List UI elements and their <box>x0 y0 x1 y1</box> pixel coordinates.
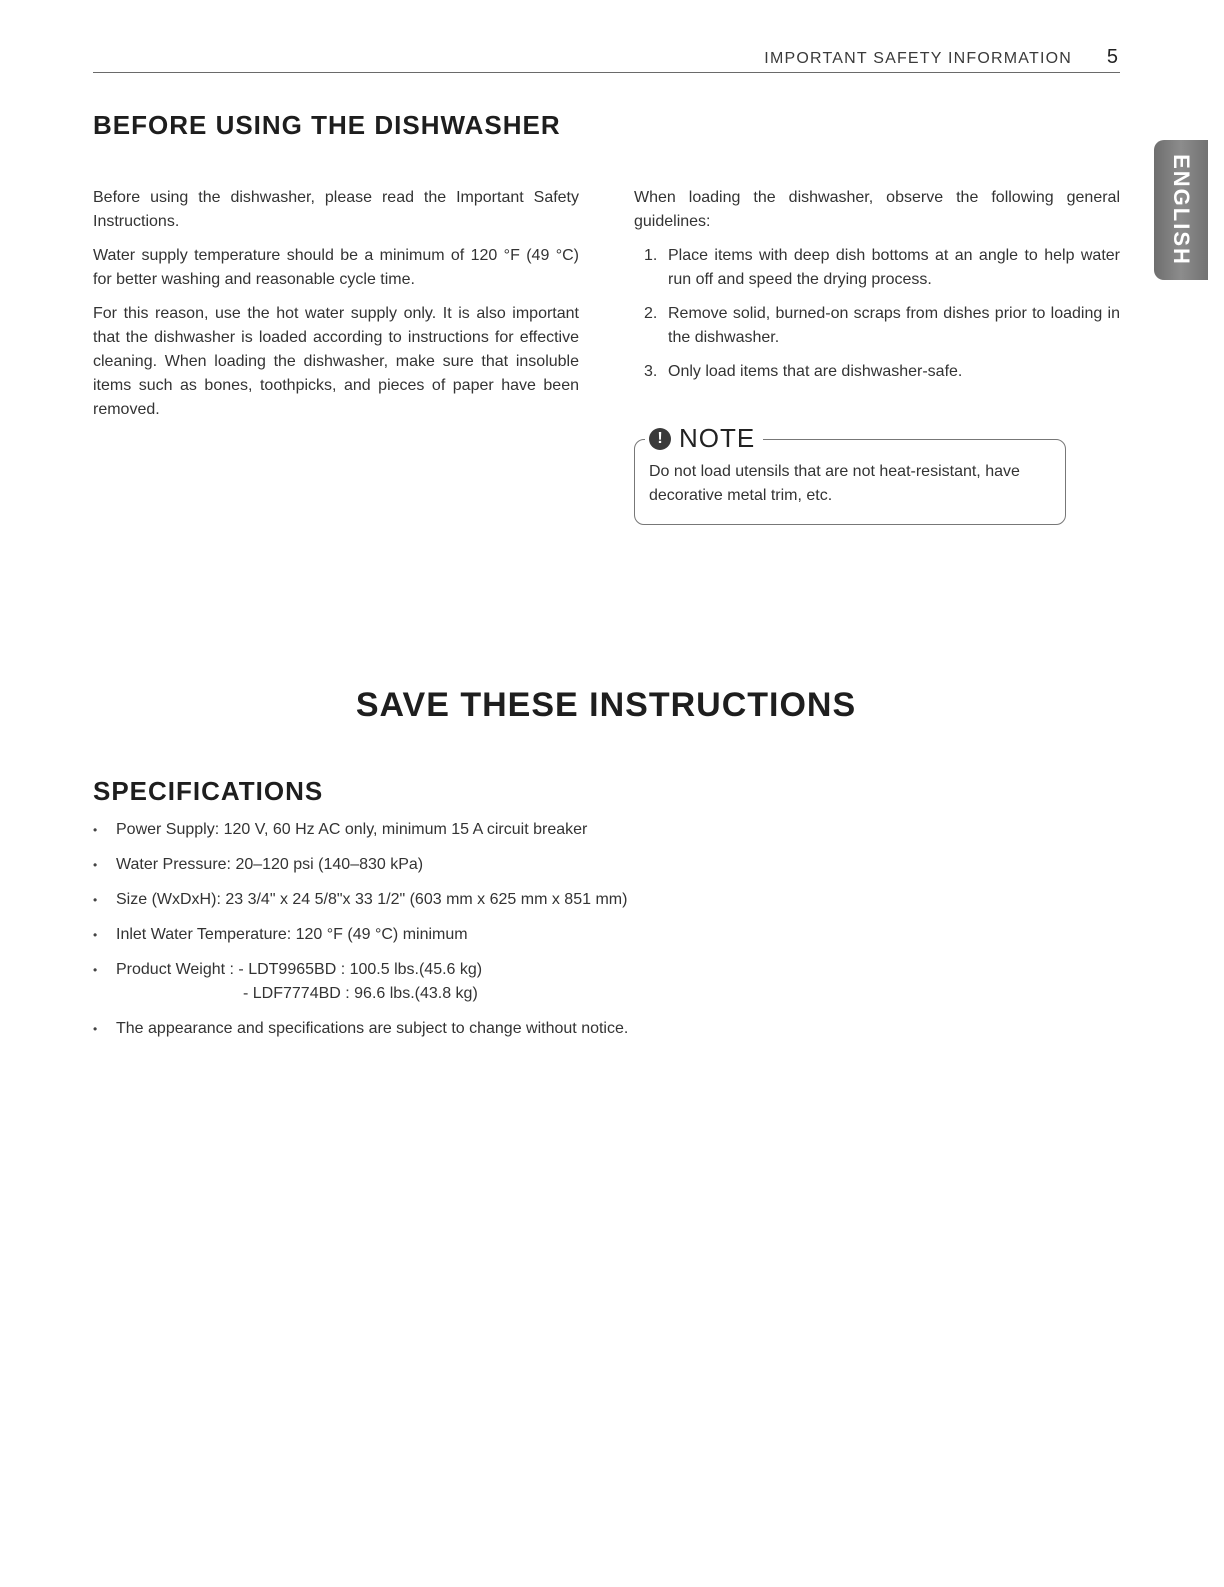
note-header <box>645 423 763 454</box>
list-text: Place items with deep dish bottoms at an angle to help water run off and speed the drying process. <box>668 247 1120 288</box>
exclamation-icon: ! <box>649 428 671 450</box>
save-instructions-banner: SAVE THESE INSTRUCTIONS <box>355 686 857 724</box>
weight-line: Product Weight : - LDT9965BD : 100.5 lbs.(45.6 kg) <box>116 961 483 978</box>
page-number: 5 <box>1106 46 1118 68</box>
language-tab-label: ENGLISH <box>1169 154 1194 266</box>
guidelines-intro: When loading the dishwasher, observe the following general guidelines: <box>634 189 1120 230</box>
weight-line: - LDF7774BD : 96.6 lbs.(43.8 kg) <box>243 985 478 1002</box>
spec-item: • The appearance and specifications are subject to change without notice. <box>93 1017 993 1041</box>
right-column <box>634 186 1120 394</box>
paragraph: For this reason, use the hot water supply only. It is also important that the dishwasher is loaded according to instructions for effective cleaning. When loading the dishwasher, make sure that insoluble items such as bones, toothpicks, and pieces of paper have been removed. <box>93 305 579 418</box>
language-tab <box>1154 140 1208 280</box>
list-text: Only load items that are dishwasher-safe. <box>668 363 963 380</box>
spec-item-weight <box>93 958 993 1006</box>
list-item <box>634 244 1120 292</box>
list-item <box>634 360 1120 384</box>
spec-item: • Size (WxDxH): 23 3/4" x 24 5/8"x 33 1/2" (603 mm x 625 mm x 851 mm) <box>93 888 993 912</box>
spec-item: • Inlet Water Temperature: 120 °F (49 °C) minimum <box>93 923 993 947</box>
list-number: 2. <box>644 305 658 322</box>
specifications-heading: SPECIFICATIONS <box>93 776 324 806</box>
specifications-list <box>93 818 993 1052</box>
left-column <box>93 186 579 432</box>
list-number: 3. <box>644 363 658 380</box>
note-text: Do not load utensils that are not heat-resistant, have decorative metal trim, etc. <box>649 463 1020 504</box>
spec-item: • Power Supply: 120 V, 60 Hz AC only, minimum 15 A circuit breaker <box>93 818 993 842</box>
spec-item: • Water Pressure: 20–120 psi (140–830 kPa) <box>93 853 993 877</box>
list-text: Remove solid, burned-on scraps from dishes prior to loading in the dishwasher. <box>668 305 1120 346</box>
note-title: NOTE <box>679 423 756 453</box>
before-using-heading: BEFORE USING THE DISHWASHER <box>93 110 561 140</box>
list-number: 1. <box>644 247 658 264</box>
section-title: IMPORTANT SAFETY INFORMATION <box>764 50 1072 67</box>
list-item <box>634 302 1120 350</box>
paragraph: Before using the dishwasher, please read the Important Safety Instructions. <box>93 189 579 230</box>
page-header <box>93 46 1120 73</box>
note-box <box>634 423 1066 525</box>
paragraph: Water supply temperature should be a minimum of 120 °F (49 °C) for better washing and reasonable cycle time. <box>93 247 579 288</box>
guidelines-list <box>634 244 1120 384</box>
